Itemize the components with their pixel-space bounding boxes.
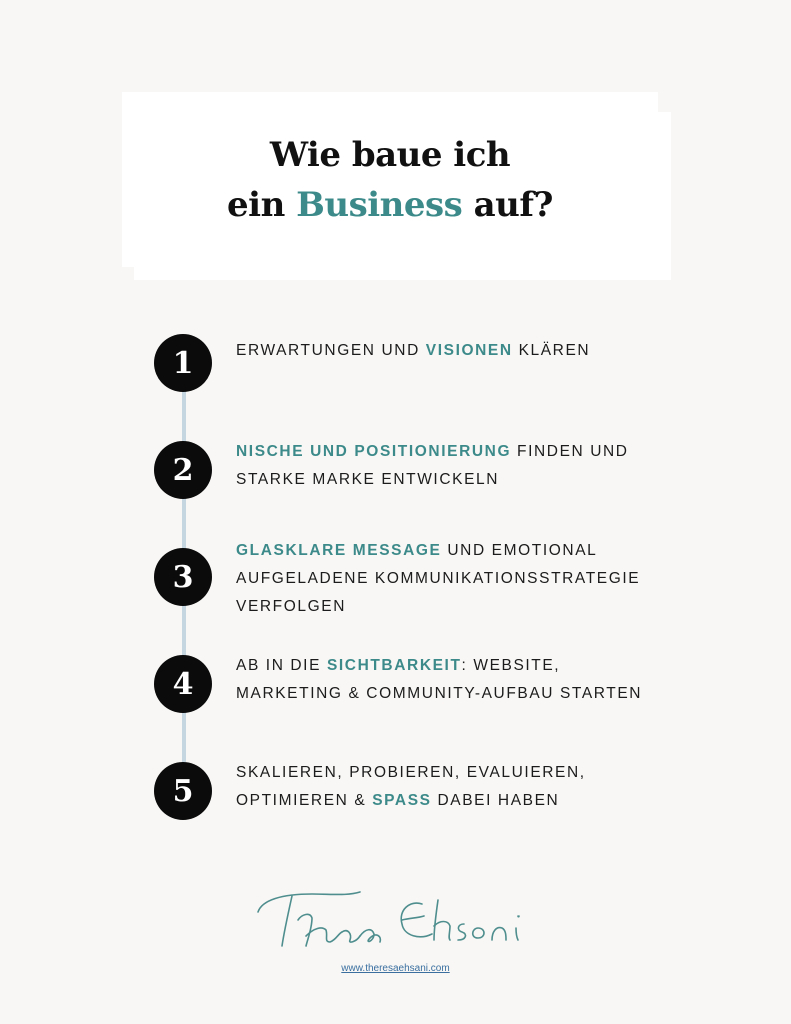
step-number-circle: 1 [154, 334, 212, 392]
title-line-1: Wie baue ich [269, 134, 511, 175]
step-number-circle: 2 [154, 441, 212, 499]
step-text-plain: : WEBSITE, MARKETING & COMMUNITY-AUFBAU STARTEN [236, 657, 643, 702]
step-text [236, 438, 656, 494]
step-text-highlight: GLASKLARE MESSAGE [236, 542, 442, 559]
step-text [236, 337, 656, 365]
step-text-plain: ERWARTUNGEN UND [236, 342, 426, 359]
title-line-2-before: ein [227, 184, 297, 225]
step-text-plain: AB IN DIE [236, 657, 327, 674]
title-line-2-after: auf? [462, 184, 553, 225]
step-text-highlight: NISCHE UND POSITIONIERUNG [236, 443, 512, 460]
signature-image [252, 880, 542, 960]
step-text-plain: SKALIEREN, PROBIEREN, EVALUIEREN, OPTIMIEREN & [236, 764, 586, 809]
step-text-highlight: VISIONEN [425, 342, 513, 359]
step-text [236, 537, 656, 621]
step-text-plain: UND EMOTIONAL AUFGELADENE KOMMUNIKATIONSSTRATEGIE VERFOLGEN [236, 542, 641, 615]
step-text-plain: FINDEN UND STARKE MARKE ENTWICKELN [236, 443, 629, 488]
title-card [122, 92, 658, 267]
step-text [236, 652, 656, 708]
website-link[interactable]: www.theresaehsani.com [341, 963, 450, 974]
step-text-highlight: SICHTBARKEIT [326, 657, 462, 674]
step-text-plain: KLÄREN [512, 342, 591, 359]
title-accent: Business [296, 184, 463, 225]
step-number-circle: 5 [154, 762, 212, 820]
step-text-plain: DABEI HABEN [431, 792, 560, 809]
step-text-highlight: SPASS [372, 792, 432, 809]
title-line-2 [227, 180, 553, 230]
step-text [236, 759, 656, 815]
step-number-circle: 3 [154, 548, 212, 606]
step-number-circle: 4 [154, 655, 212, 713]
